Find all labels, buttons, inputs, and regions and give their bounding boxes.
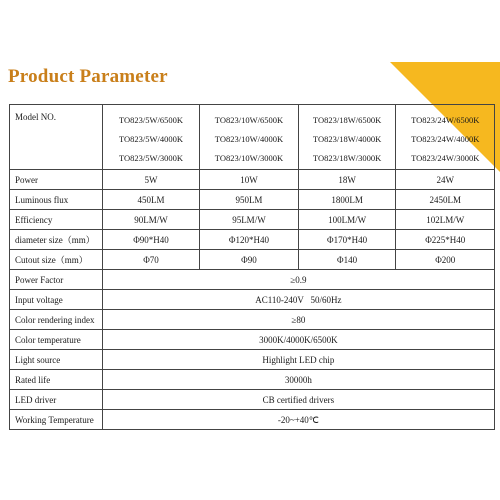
row-label: Power Factor xyxy=(10,270,103,290)
page-title: Product Parameter xyxy=(8,66,168,87)
row-label: Input voltage xyxy=(10,290,103,310)
table-row-diameter-size xyxy=(10,230,495,250)
model-number: TO823/24W/3000K xyxy=(411,152,480,163)
row-label: Model NO. xyxy=(10,105,103,170)
table-cell: 2450LM xyxy=(396,190,495,210)
table-row-model xyxy=(10,105,495,170)
table-cell: 450LM xyxy=(102,190,199,210)
table-cell: Φ70 xyxy=(102,250,199,270)
table-cell: 5W xyxy=(102,170,199,190)
model-number: TO823/18W/3000K xyxy=(312,152,382,163)
table-cell: 950LM xyxy=(200,190,299,210)
table-row-color-temperature xyxy=(10,330,495,350)
table-cell: 1800LM xyxy=(298,190,396,210)
row-label: Rated life xyxy=(10,370,103,390)
table-cell: ≥80 xyxy=(102,310,494,330)
row-label: Light source xyxy=(10,350,103,370)
model-number: TO823/10W/4000K xyxy=(214,133,284,144)
table-row-working-temperature xyxy=(10,410,495,430)
row-label: Working Temperature xyxy=(10,410,103,430)
table-cell: Highlight LED chip xyxy=(102,350,494,370)
table-cell: Φ170*H40 xyxy=(298,230,396,250)
product-parameter-table xyxy=(9,104,495,430)
table-cell: Φ120*H40 xyxy=(200,230,299,250)
row-label: Cutout size（mm） xyxy=(10,250,103,270)
row-label: Luminous flux xyxy=(10,190,103,210)
model-number: TO823/18W/4000K xyxy=(312,133,382,144)
table-cell: AC110-240V 50/60Hz xyxy=(102,290,494,310)
table-cell: 90LM/W xyxy=(102,210,199,230)
table-row-led-driver xyxy=(10,390,495,410)
table-cell: 3000K/4000K/6500K xyxy=(102,330,494,350)
model-number: TO823/5W/4000K xyxy=(118,133,184,144)
table-row-power-factor xyxy=(10,270,495,290)
table-cell: Φ225*H40 xyxy=(396,230,495,250)
row-label: diameter size（mm） xyxy=(10,230,103,250)
table-cell: Φ90 xyxy=(200,250,299,270)
table-row-efficiency xyxy=(10,210,495,230)
table-cell: 30000h xyxy=(102,370,494,390)
table-row-input-voltage xyxy=(10,290,495,310)
model-number: TO823/18W/6500K xyxy=(312,114,382,125)
model-number: TO823/5W/6500K xyxy=(118,114,184,125)
table-cell: CB certified drivers xyxy=(102,390,494,410)
table-cell: -20~+40℃ xyxy=(102,410,494,430)
table-row-color-rendering-index xyxy=(10,310,495,330)
table-row-rated-life xyxy=(10,370,495,390)
table-cell: 100LM/W xyxy=(298,210,396,230)
table-cell: 18W xyxy=(298,170,396,190)
model-number: TO823/24W/6500K xyxy=(411,114,480,125)
model-number: TO823/24W/4000K xyxy=(411,133,480,144)
table-cell: 10W xyxy=(200,170,299,190)
table-cell: 95LM/W xyxy=(200,210,299,230)
table-row-cutout-size xyxy=(10,250,495,270)
row-label: Color rendering index xyxy=(10,310,103,330)
model-number: TO823/10W/6500K xyxy=(214,114,284,125)
row-label: Power xyxy=(10,170,103,190)
table-row-light-source xyxy=(10,350,495,370)
model-cell xyxy=(396,105,495,170)
model-cell xyxy=(200,105,299,170)
row-label: LED driver xyxy=(10,390,103,410)
model-number: TO823/10W/3000K xyxy=(214,152,284,163)
table-cell: 102LM/W xyxy=(396,210,495,230)
model-number: TO823/5W/3000K xyxy=(118,152,184,163)
table-cell: ≥0.9 xyxy=(102,270,494,290)
table-row-power xyxy=(10,170,495,190)
row-label: Efficiency xyxy=(10,210,103,230)
table-cell: Φ140 xyxy=(298,250,396,270)
model-cell xyxy=(298,105,396,170)
row-label: Color temperature xyxy=(10,330,103,350)
table-cell: Φ90*H40 xyxy=(102,230,199,250)
table-cell: 24W xyxy=(396,170,495,190)
model-cell xyxy=(102,105,199,170)
table-row-luminous-flux xyxy=(10,190,495,210)
table-cell: Φ200 xyxy=(396,250,495,270)
